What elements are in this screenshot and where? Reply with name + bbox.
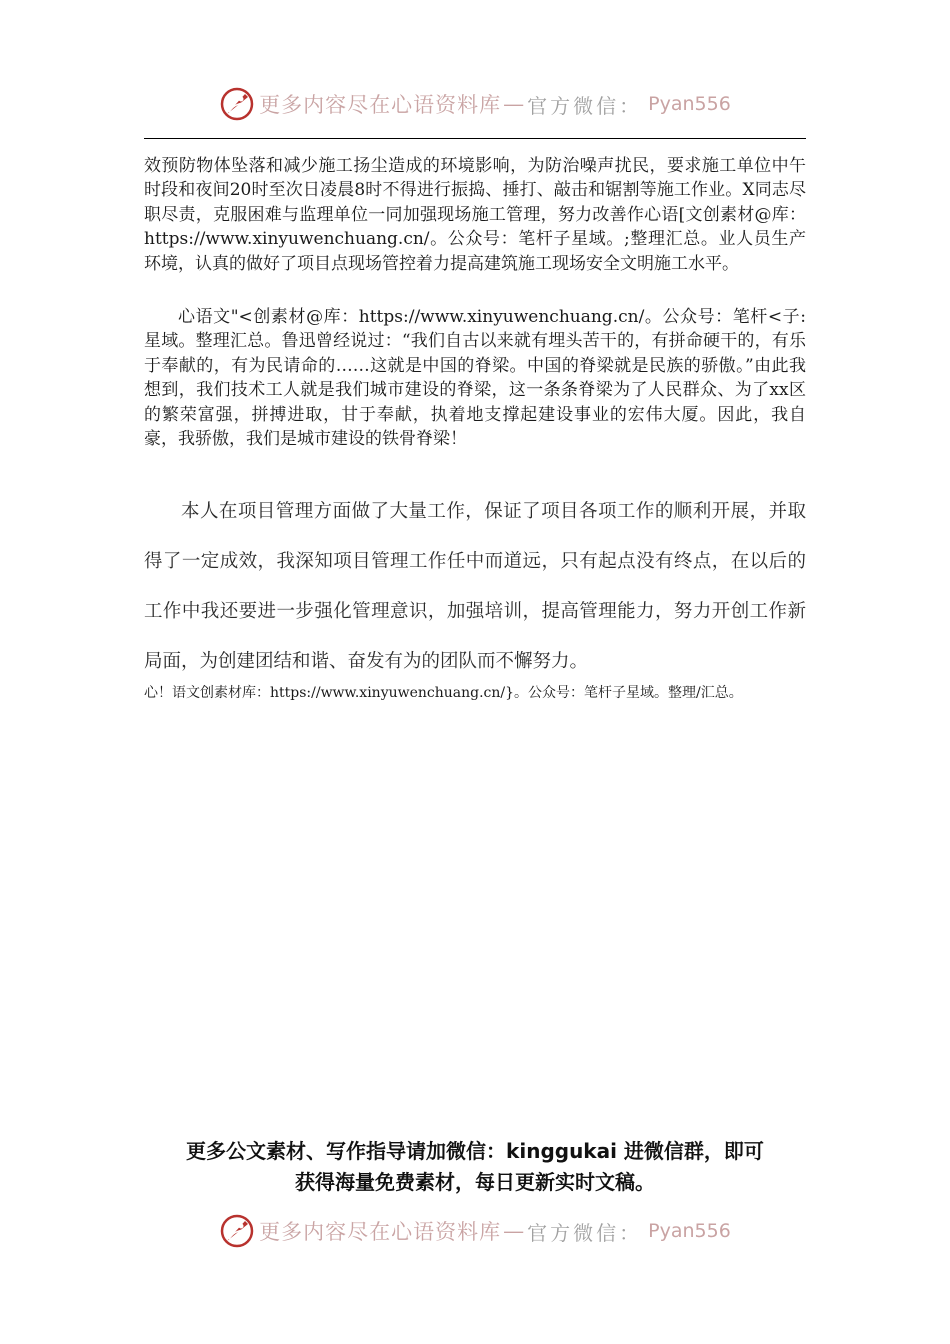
footer-promo	[120, 1136, 830, 1198]
banner-separator: —	[503, 92, 526, 116]
wechat-id: Pyan556	[648, 1220, 731, 1242]
quill-logo-icon	[219, 86, 255, 122]
quill-logo-icon	[219, 1213, 255, 1249]
official-wechat-label: 官方微信：	[527, 93, 643, 118]
site-slogan: 更多内容尽在心语资料库	[259, 93, 502, 117]
paragraph-3: 本人在项目管理方面做了大量工作，保证了项目各项工作的顺利开展，并取得了一定成效，我深知项目管理工作任中而道远，只有起点没有终点，在以后的工作中我还要进一步强化管理意识，加强培训，提高管理能力，努力开创工作新局面，为创建团结和谐、奋发有为的团队而不懈努力。	[144, 501, 806, 672]
footer-promo-line-1: 更多公文素材、写作指导请加微信：kinggukai 进微信群，即可	[186, 1139, 764, 1163]
paragraph-1: 效预防物体坠落和减少施工扬尘造成的环境影响，为防治噪声扰民，要求施工单位中午时段和夜间20时至次日凌晨8时不得进行振捣、捶打、敲击和锯割等施工作业。X同志尽职尽责，克服困难与监理单位一同加强现场施工管理，努力改善作心语[文创素材@库：https://www.xinyuwenchuang.cn/。公众号：笔杆子星域。;整理汇总。业人员生产环境，认真的做好了项目点现场管控着力提高建筑施工现场安全文明施工水平。	[144, 156, 806, 274]
paragraph-2: 心语文"<创素材@库：https://www.xinyuwenchuang.cn/。公众号：笔杆<子:星域。整理汇总。鲁迅曾经说过：“我们自古以来就有埋头苦干的，有拼命硬干的，有乐于奉献的，有为民请命的……这就是中国的脊梁。中国的脊梁就是民族的骄傲。”由此我想到，我们技术工人就是我们城市建设的脊梁，这一条条脊梁为了人民群众、为了xx区的繁荣富强，拼搏进取，甘于奉献，执着地支撑起建设事业的宏伟大厦。因此，我自豪，我骄傲，我们是城市建设的铁骨脊梁！	[144, 307, 806, 450]
wechat-id: Pyan556	[648, 93, 731, 115]
footer-banner	[0, 1209, 950, 1253]
banner-separator: —	[503, 1219, 526, 1243]
footer-promo-line-2: 获得海量免费素材，每日更新实时文稿。	[295, 1170, 655, 1194]
site-slogan: 更多内容尽在心语资料库	[259, 1220, 502, 1244]
header-banner	[0, 82, 950, 126]
official-wechat-label: 官方微信：	[527, 1220, 643, 1245]
paragraph-4: 心！语文创素材库：https://www.xinyuwenchuang.cn/}。公众号：笔杆子星域。整理/汇总。	[144, 685, 743, 701]
header-rule	[144, 138, 806, 139]
